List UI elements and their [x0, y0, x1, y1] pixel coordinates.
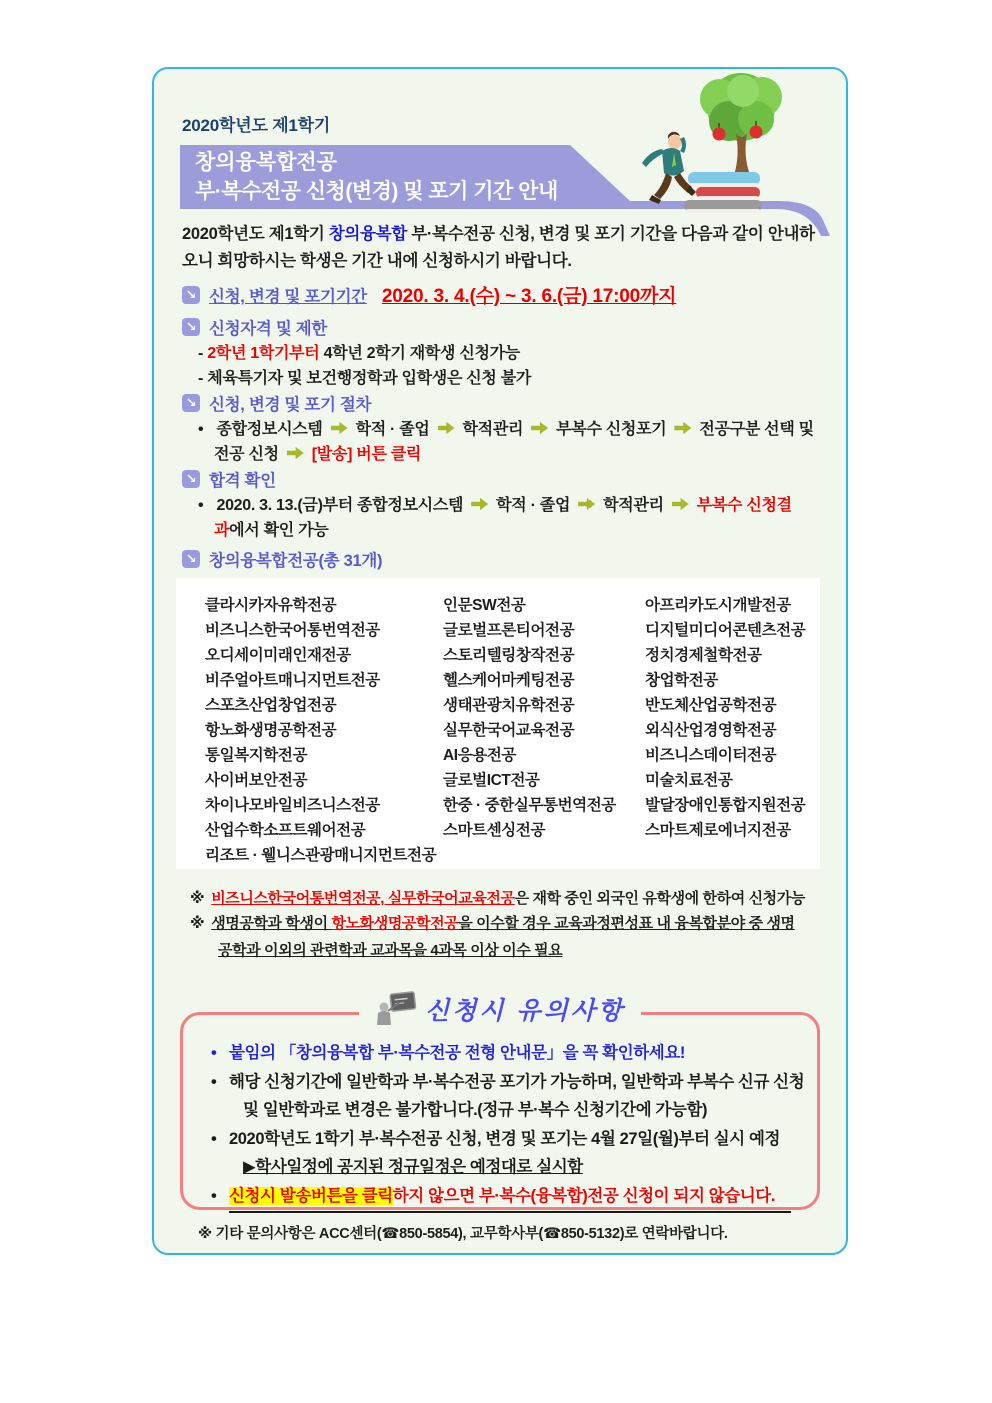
pass-result-red: 부복수 신청결 [696, 497, 792, 514]
major-item: 스마트센싱전공 [443, 822, 546, 839]
caution-b3-sub: ▶학사일정에 공지된 정규일정은 예정대로 실시함 [243, 1158, 583, 1176]
intro-post: 부·복수전공 신청, 변경 및 포기 기간을 다음과 같이 안내하오니 희망하시는 학생은 기간 내에 신청하시기 바랍니다. [182, 225, 815, 270]
procedure-step: 부복수 신청포기 [556, 421, 667, 438]
climbing-illustration [628, 71, 803, 219]
pass-label: 합격 확인 [209, 472, 276, 490]
step-arrow-icon [287, 446, 304, 460]
major-item: 스마트제로에너지전공 [645, 822, 791, 839]
pass-result-red2: 과 [214, 522, 230, 539]
note-1 [190, 886, 805, 911]
major-item: 산업수학소프트웨어전공 [205, 822, 366, 839]
major-item: 통일복지학전공 [205, 747, 308, 764]
note2-red: 항노화생명공학전공 [331, 915, 459, 932]
note2-pre: 생명공학과 학생이 [211, 915, 332, 932]
major-item: 사이버보안전공 [205, 772, 308, 789]
intro-emphasis: 창의융복합 [328, 225, 407, 243]
section-period [182, 281, 676, 308]
caution-bullet-1 [201, 1039, 805, 1068]
section-arrow-icon: ↘ [182, 394, 200, 412]
major-item: 외식산업경영학전공 [645, 722, 777, 739]
major-item: 클라시카자유학전공 [205, 597, 337, 614]
caution-b1-text: 붙임의 「창의융복합 부·복수전공 전형 안내문」을 꼭 확인하세요! [229, 1044, 685, 1062]
major-item: 정치경제철학전공 [645, 647, 762, 664]
major-item: 아프리카도시개발전공 [645, 597, 791, 614]
step-arrow-icon [578, 497, 595, 511]
intro-pre: 2020학년도 제1학기 [182, 225, 329, 243]
presenter-icon [375, 991, 417, 1027]
note1-rest: 은 재학 중인 외국인 유학생에 한하여 신청가능 [514, 890, 805, 907]
caution-box [180, 997, 820, 1210]
title-banner [180, 145, 844, 211]
caution-title-bar [359, 980, 641, 1038]
note1-red: 비즈니스한국어통번역전공, 실무한국어교육전공 [211, 890, 515, 907]
note-marker: ※ [190, 915, 205, 932]
major-item: 비주얼아트매니지먼트전공 [205, 672, 380, 689]
step-arrow-icon [672, 497, 689, 511]
banner-title-line2: 부·복수전공 신청(변경) 및 포기 기간 안내 [195, 180, 558, 203]
section-arrow-icon: ↘ [182, 318, 200, 336]
major-item: 헬스케어마케팅전공 [443, 672, 575, 689]
major-item: 반도체산업공학전공 [645, 697, 777, 714]
eligibility-item1-rest: 4학년 2학기 재학생 신청가능 [319, 345, 520, 362]
major-item: 오디세이미래인재전공 [205, 647, 351, 664]
section-eligibility-header [182, 315, 327, 339]
note-2-line1 [190, 911, 795, 936]
major-item: 글로벌프론티어전공 [443, 622, 575, 639]
eligibility-item-1 [198, 341, 520, 366]
section-arrow-icon: ↘ [182, 550, 200, 568]
caution-bullet-2 [201, 1068, 805, 1097]
pass-line2 [214, 518, 328, 543]
major-item: 한중 · 중한실무통번역전공 [443, 797, 616, 814]
period-value: 2020. 3. 4.(수) ~ 3. 6.(금) 17:00까지 [381, 286, 677, 307]
pass-line1 [198, 493, 792, 518]
major-item: AI응용전공 [443, 747, 516, 764]
section-arrow-icon: ↘ [182, 470, 200, 488]
major-item: 발달장애인통합지원전공 [645, 797, 806, 814]
major-item: 스토리텔링창작전공 [443, 647, 575, 664]
pass-step: 학적관리 [603, 497, 664, 514]
banner-title [195, 148, 558, 207]
procedure-step: 전공 신청 [214, 446, 279, 463]
procedure-step: 종합정보시스템 [216, 421, 323, 438]
procedure-label: 신청, 변경 및 포기 절차 [209, 396, 372, 414]
caution-b4-highlight: 신청시 발송버튼을 클릭 [229, 1186, 393, 1205]
procedure-steps-line2 [214, 442, 421, 467]
major-item: 실무한국어교육전공 [443, 722, 575, 739]
notice-container [152, 67, 848, 1255]
caution-bullet-3 [201, 1125, 805, 1154]
major-item: 디지털미디어콘텐츠전공 [645, 622, 806, 639]
caution-title: 신청시 유의사항 [425, 997, 625, 1025]
procedure-final-step: [발송] 버튼 클릭 [311, 446, 422, 463]
major-item: 차이나모바일비즈니스전공 [205, 797, 380, 814]
caution-body [201, 1039, 805, 1213]
majors-label: 창의융복합전공(총 31개) [209, 552, 383, 570]
note-2-line2 [218, 938, 562, 963]
major-item: 항노화생명공학전공 [205, 722, 337, 739]
majors-grid [176, 578, 820, 868]
section-arrow-icon: ↘ [182, 286, 200, 304]
major-item: 비즈니스데이터전공 [645, 747, 777, 764]
caution-bullet-2-cont [201, 1096, 805, 1125]
caution-b2-line2: 및 일반학과로 변경은 불가합니다.(정규 부·복수 신청기간에 가능함) [243, 1101, 708, 1119]
step-arrow-icon [331, 421, 348, 435]
note-marker: ※ [190, 890, 205, 907]
majors-list-box [176, 578, 820, 869]
caution-b2-line1: 해당 신청기간에 일반학과 부·복수전공 포기가 가능하며, 일반학과 부복수 신규 신청 [229, 1072, 805, 1091]
major-item: 스포츠산업창업전공 [205, 697, 337, 714]
major-item: 인문SW전공 [443, 597, 526, 614]
major-item: 창업학전공 [645, 672, 718, 689]
pass-rest: 에서 확인 가능 [229, 522, 329, 539]
pass-step: 2020. 3. 13.(금)부터 종합정보시스템 [216, 497, 464, 514]
section-majors-header [182, 547, 382, 571]
caution-bullet-3-sub [201, 1153, 805, 1182]
step-arrow-icon [531, 421, 548, 435]
eligibility-item1-red: 2학년 1학기부터 [207, 345, 320, 362]
contact-text: ※ 기타 문의사항은 ACC센터(☎850-5854), 교무학사부(☎850-5132)로 연락바랍니다. [198, 1226, 728, 1242]
major-item: 리조트 · 웰니스관광매니지먼트전공 [205, 847, 437, 864]
intro-paragraph [182, 221, 830, 275]
procedure-steps-line1 [198, 417, 814, 442]
eligibility-label: 신청자격 및 제한 [209, 320, 328, 338]
procedure-step: 학적관리 [462, 421, 524, 438]
note2-rest: 을 이수할 경우 교육과정편성표 내 융복합분야 중 생명 [458, 915, 795, 932]
banner-title-line1: 창의융복합전공 [195, 151, 338, 174]
procedure-step: 전공구분 선택 및 [699, 421, 814, 438]
step-arrow-icon [674, 421, 691, 435]
caution-b3-line1: 2020학년도 1학기 부·복수전공 신청, 변경 및 포기는 4월 27일(월)부터 실시 예정 [229, 1129, 781, 1148]
step-arrow-icon [471, 497, 488, 511]
major-item: 생태관광치유학전공 [443, 697, 575, 714]
note2-cont: 공학과 이외의 관련학과 교과목을 4과목 이상 이수 필요 [218, 942, 563, 959]
caution-b4-rest: 하지 않으면 부·복수(융복합)전공 신청이 되지 않습니다. [392, 1186, 776, 1205]
period-label: 신청, 변경 및 포기기간 [209, 288, 367, 306]
semester-label: 2020학년도 제1학기 [182, 116, 331, 135]
caution-bullet-4 [201, 1182, 805, 1214]
eligibility-item2-text: 체육특기자 및 보건행정학과 입학생은 신청 불가 [207, 370, 532, 387]
eligibility-item-2 [198, 366, 531, 391]
section-pass-header [182, 467, 276, 491]
section-procedure-header [182, 391, 371, 415]
major-item: 비즈니스한국어통번역전공 [205, 622, 380, 639]
major-item: 미술치료전공 [645, 772, 733, 789]
procedure-step: 학적 · 졸업 [355, 421, 430, 438]
contact-line [198, 1222, 728, 1243]
major-item: 글로벌ICT전공 [443, 772, 540, 789]
step-arrow-icon [438, 421, 455, 435]
pass-step: 학적 · 졸업 [496, 497, 571, 514]
